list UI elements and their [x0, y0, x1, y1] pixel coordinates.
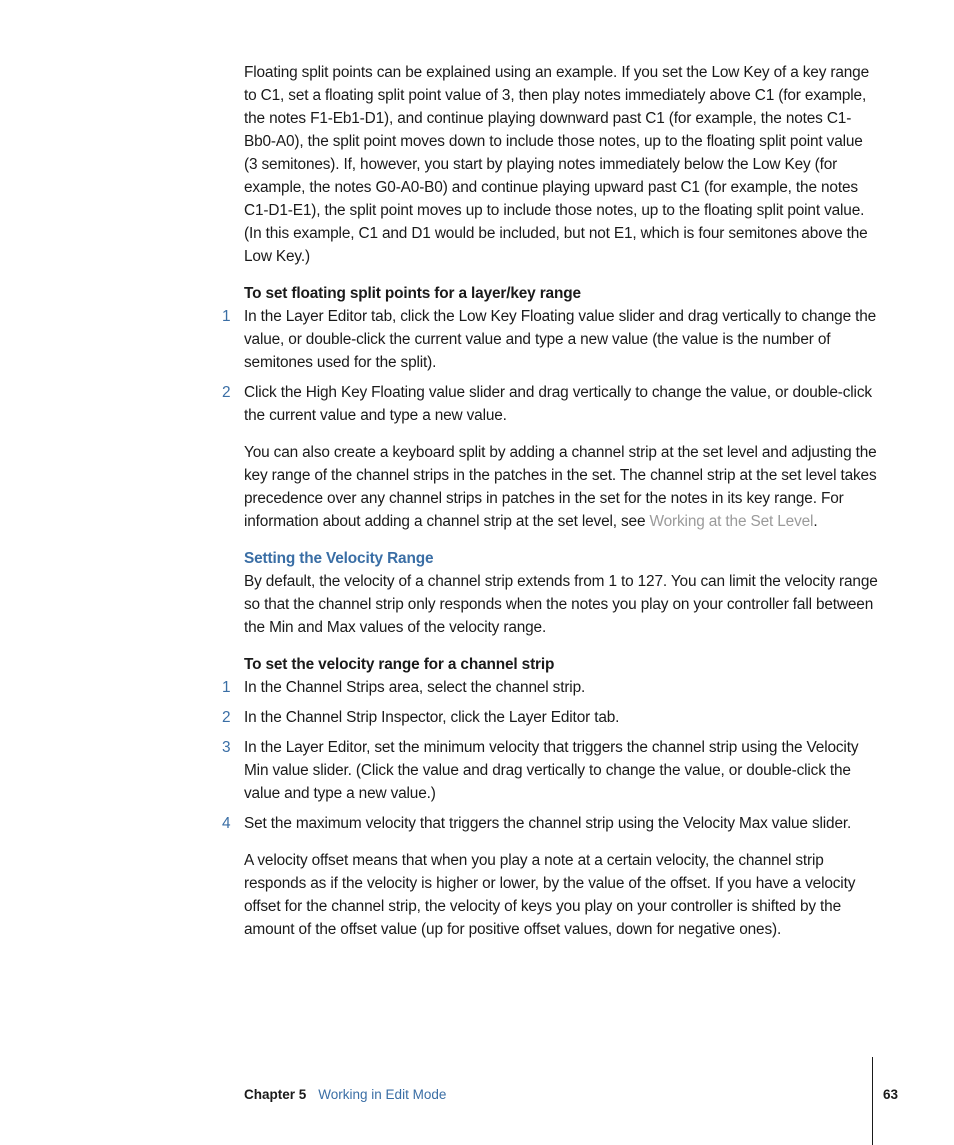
chapter-title-link[interactable]: Working in Edit Mode [318, 1087, 447, 1102]
step-number: 1 [222, 308, 231, 325]
intro-paragraph: Floating split points can be explained using an example. If you set the Low Key of a key range to C1, set a floating split point value of 3, then play notes immediately above C1 (for example, the notes F1-Eb1-D1), and continue playing downward past C1 (for example, the notes C1-Bb0-A0), the split point moves down to include those notes, up to the floating split point value (3 semitones). If, however, you start by playing notes immediately below the Low Key (for example, the notes G0-A0-B0) and continue playing upward past C1 (for example, the notes C1-D1-E1), the split point moves up to include those notes, up to the floating split point value. (In this example, C1 and D1 would be included, but not E1, which is four semitones above the Low Key.) [244, 64, 870, 265]
procedure-steps-floating-split [222, 305, 878, 427]
step-text: In the Channel Strips area, select the channel strip. [244, 679, 586, 696]
procedure-step [222, 736, 878, 805]
step-text: Click the High Key Floating value slider and drag vertically to change the value, or double-click the current value and type a new value. [244, 384, 872, 424]
step-text: In the Layer Editor tab, click the Low Key Floating value slider and drag vertically to change the value, or double-click the current value and type a new value (the value is the number of semitones used for the split). [244, 308, 877, 371]
set-level-paragraph [244, 441, 878, 533]
set-level-text: You can also create a keyboard split by adding a channel strip at the set level and adjusting the key range of the channel strips in the patches in the set. The channel strip at the set level takes precedence over any channel strips in patches in the set for the notes in its key range. For information about adding a channel strip at the set level, see [244, 444, 877, 530]
chapter-label: Chapter 5 [244, 1087, 307, 1102]
step-number: 4 [222, 815, 231, 832]
step-text: Set the maximum velocity that triggers the channel strip using the Velocity Max value slider. [244, 815, 852, 832]
step-number: 2 [222, 709, 231, 726]
procedure-step [222, 812, 878, 835]
procedure-step [222, 676, 878, 699]
footer-divider [872, 1057, 873, 1145]
step-number: 1 [222, 679, 231, 696]
step-number: 2 [222, 384, 231, 401]
section-heading-velocity-range: Setting the Velocity Range [244, 550, 434, 567]
velocity-offset-paragraph: A velocity offset means that when you play a note at a certain velocity, the channel strip responds as if the velocity is higher or lower, by the value of the offset. If you have a velocity offset for the channel strip, the velocity of keys you play on your controller is shifted by the amount of the offset value (up for positive offset values, down for negative ones). [244, 852, 856, 938]
page-footer [244, 1085, 446, 1105]
procedure-step [222, 305, 878, 374]
page-content [222, 61, 878, 941]
step-text: In the Channel Strip Inspector, click the Layer Editor tab. [244, 709, 620, 726]
procedure-heading-velocity-range: To set the velocity range for a channel strip [244, 656, 555, 673]
working-at-set-level-link[interactable]: Working at the Set Level [649, 513, 814, 530]
page-number: 63 [883, 1087, 899, 1102]
procedure-step [222, 706, 878, 729]
set-level-period: . [813, 513, 818, 530]
velocity-intro-paragraph: By default, the velocity of a channel strip extends from 1 to 127. You can limit the velocity range so that the channel strip only responds when the notes you play on your controller fall between the Min and Max values of the velocity range. [244, 573, 878, 636]
step-number: 3 [222, 739, 231, 756]
procedure-heading-floating-split: To set floating split points for a layer/key range [244, 285, 581, 302]
procedure-steps-velocity-range [222, 676, 878, 835]
procedure-step [222, 381, 878, 427]
step-text: In the Layer Editor, set the minimum velocity that triggers the channel strip using the Velocity Min value slider. (Click the value and drag vertically to change the value, or double-click the value and type a new value.) [244, 739, 859, 802]
